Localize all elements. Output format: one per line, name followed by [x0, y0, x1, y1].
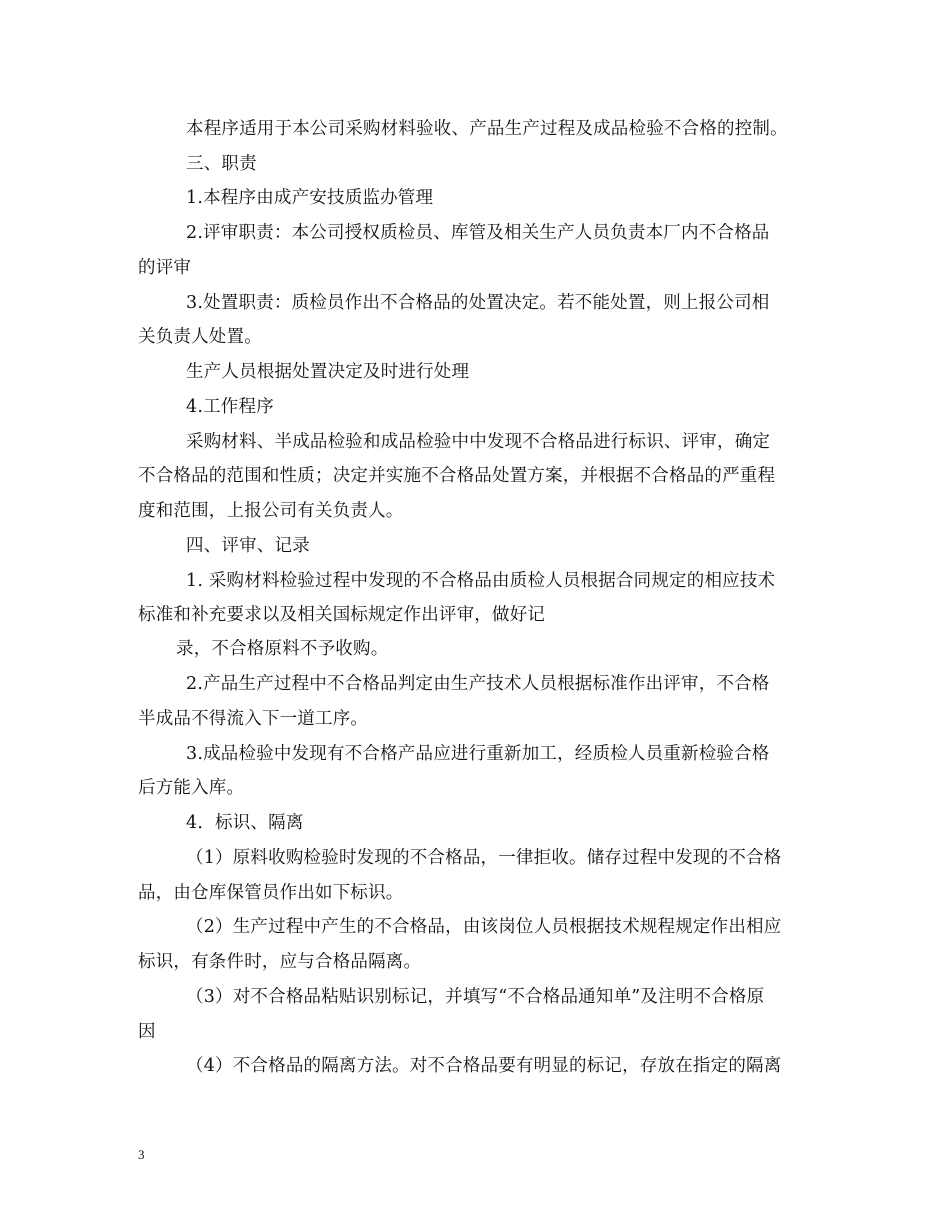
- paragraph-procedure-line3: 度和范围，上报公司有关负责人。: [138, 501, 404, 521]
- paragraph-item2-line2: 标识，有条件时，应与合格品隔离。: [138, 952, 422, 972]
- heading-responsibilities: 三、职责: [186, 154, 257, 174]
- heading-work-procedure: 4.工作程序: [186, 397, 274, 417]
- paragraph-item1-line2: 品，由仓库保管员作出如下标识。: [138, 883, 404, 903]
- paragraph-material-review-line1: 1. 采购材料检验过程中发现的不合格品由质检人员根据合同规定的相应技术: [186, 571, 776, 591]
- paragraph-item1-line1: （1）原料收购检验时发现的不合格品，一律拒收。储存过程中发现的不合格: [186, 848, 782, 868]
- paragraph-finished-review-line1: 3.成品检验中发现有不合格产品应进行重新加工，经质检人员重新检验合格: [186, 744, 770, 764]
- paragraph-material-review-line3: 录，不合格原料不予收购。: [176, 639, 389, 659]
- paragraph-scope: 本程序适用于本公司采购材料验收、产品生产过程及成品检验不合格的控制。: [186, 119, 788, 139]
- paragraph-management: 1.本程序由成产安技质监办管理: [186, 188, 434, 208]
- paragraph-finished-review-line2: 后方能入库。: [138, 778, 245, 798]
- paragraph-process-review-line1: 2.产品生产过程中不合格品判定由生产技术人员根据标准作出评审，不合格: [186, 674, 770, 694]
- paragraph-item3-line1: （3）对不合格品粘贴识别标记，并填写“不合格品通知单”及注明不合格原: [186, 987, 765, 1007]
- heading-review-record: 四、评审、记录: [186, 536, 310, 556]
- paragraph-disposal-duty-line2: 关负责人处置。: [138, 327, 262, 347]
- page-number: 3: [138, 1147, 145, 1162]
- paragraph-disposal-duty-line1: 3.处置职责：质检员作出不合格品的处置决定。若不能处置，则上报公司相: [186, 293, 770, 313]
- paragraph-item2-line1: （2）生产过程中产生的不合格品，由该岗位人员根据技术规程规定作出相应: [186, 917, 782, 937]
- paragraph-procedure-line2: 不合格品的范围和性质；决定并实施不合格品处置方案，并根据不合格品的严重程: [138, 466, 776, 486]
- heading-marking-isolation: 4．标识、隔离: [186, 813, 304, 833]
- paragraph-material-review-line2: 标准和补充要求以及相关国标规定作出评审，做好记: [138, 605, 546, 625]
- paragraph-review-duty-line2: 的评审: [138, 258, 192, 278]
- paragraph-production-staff: 生产人员根据处置决定及时进行处理: [186, 362, 470, 382]
- paragraph-item3-line2: 因: [138, 1022, 156, 1042]
- paragraph-process-review-line2: 半成品不得流入下一道工序。: [138, 709, 369, 729]
- paragraph-procedure-line1: 采购材料、半成品检验和成品检验中中发现不合格品进行标识、评审，确定: [186, 432, 771, 452]
- paragraph-review-duty-line1: 2.评审职责：本公司授权质检员、库管及相关生产人员负责本厂内不合格品: [186, 223, 770, 243]
- paragraph-item4-line1: （4）不合格品的隔离方法。对不合格品要有明显的标记，存放在指定的隔离: [186, 1056, 782, 1076]
